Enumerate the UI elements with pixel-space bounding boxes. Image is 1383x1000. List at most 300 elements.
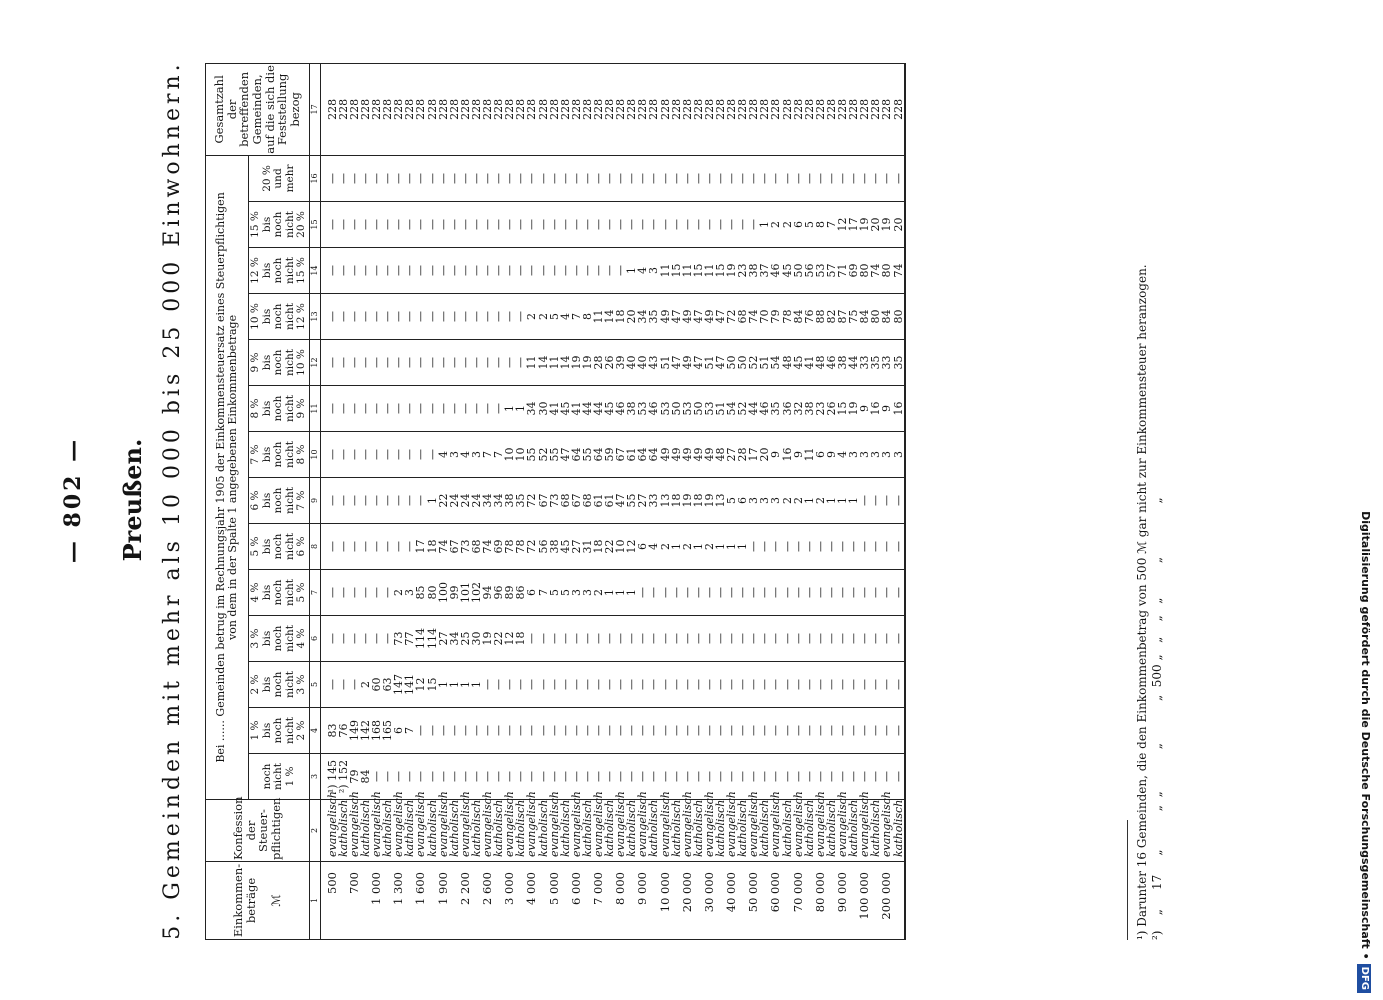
value-cell: — <box>371 155 382 201</box>
value-cell: 56 <box>804 248 815 294</box>
value-cell: 228 <box>637 63 648 155</box>
value-cell: — <box>826 524 837 570</box>
value-cell: — <box>615 202 626 248</box>
column-number: 1 <box>309 862 320 940</box>
value-cell: 228 <box>320 63 338 155</box>
income-cell: 700 <box>349 862 360 940</box>
value-cell: 18 <box>427 524 438 570</box>
value-cell: 22 <box>604 524 615 570</box>
value-cell: — <box>360 294 371 340</box>
value-cell: — <box>338 340 349 386</box>
value-cell: 36 <box>782 386 793 432</box>
value-cell: — <box>671 754 682 800</box>
value-cell: — <box>382 616 393 662</box>
value-cell: 2 <box>770 202 781 248</box>
value-cell: 47 <box>615 478 626 524</box>
value-cell: 76 <box>338 708 349 754</box>
value-cell: 9 <box>793 432 804 478</box>
value-cell: 228 <box>615 63 626 155</box>
value-cell: 44 <box>848 340 859 386</box>
table-row <box>648 63 659 939</box>
income-cell: 1 900 <box>438 862 449 940</box>
value-cell: — <box>793 754 804 800</box>
value-cell: — <box>626 708 637 754</box>
value-cell: 3 <box>404 570 415 616</box>
value-cell: 47 <box>715 294 726 340</box>
value-cell: — <box>648 708 659 754</box>
value-cell: 8 <box>815 202 826 248</box>
value-cell: — <box>637 155 648 201</box>
value-cell: 33 <box>648 478 659 524</box>
value-cell: — <box>748 754 759 800</box>
value-cell: — <box>349 478 360 524</box>
value-cell: 49 <box>682 340 693 386</box>
rate-col-header: 6 % bis noch nicht 7 % <box>249 478 310 524</box>
value-cell: 34 <box>637 294 648 340</box>
value-cell: — <box>349 155 360 201</box>
value-cell: — <box>782 155 793 201</box>
value-cell: — <box>726 754 737 800</box>
table-row <box>770 63 781 939</box>
value-cell: — <box>804 754 815 800</box>
value-cell: — <box>815 155 826 201</box>
value-cell: 72 <box>526 524 537 570</box>
value-cell: — <box>671 202 682 248</box>
value-cell: — <box>826 570 837 616</box>
rate-col-header: 3 % bis noch nicht 4 % <box>249 616 310 662</box>
value-cell: — <box>504 662 515 708</box>
footnote: ¹) Darunter 16 Gemeinden, die den Einkommenbetrag von 500 ℳ gar nicht zur Einkommensteuer heranzogen. <box>1135 264 1149 940</box>
table-row <box>320 63 338 939</box>
tax-rate-table <box>205 63 906 940</box>
value-cell: — <box>538 616 549 662</box>
value-cell: — <box>671 662 682 708</box>
value-cell: — <box>415 708 426 754</box>
value-cell: 11 <box>526 340 537 386</box>
value-cell: 73 <box>460 524 471 570</box>
value-cell: — <box>893 478 905 524</box>
value-cell: — <box>338 202 349 248</box>
value-cell: — <box>482 708 493 754</box>
value-cell: 68 <box>471 524 482 570</box>
value-cell: 47 <box>715 340 726 386</box>
value-cell: — <box>526 248 537 294</box>
value-cell: 1 <box>848 478 859 524</box>
value-cell: — <box>748 616 759 662</box>
value-cell: 2 <box>526 294 537 340</box>
value-cell: — <box>804 616 815 662</box>
value-cell: 13 <box>715 478 726 524</box>
income-cell: 50 000 <box>748 862 759 940</box>
value-cell: 7 <box>826 202 837 248</box>
value-cell: 5 <box>549 294 560 340</box>
value-cell: — <box>870 478 881 524</box>
value-cell: 228 <box>759 63 770 155</box>
value-cell: — <box>582 248 593 294</box>
value-cell: — <box>482 202 493 248</box>
value-cell: — <box>660 662 671 708</box>
value-cell: — <box>637 708 648 754</box>
value-cell: 49 <box>660 294 671 340</box>
value-cell: 63 <box>382 662 393 708</box>
value-cell: — <box>360 570 371 616</box>
value-cell: ¹) 145 <box>320 754 338 800</box>
value-cell: — <box>504 202 515 248</box>
income-cell: 90 000 <box>837 862 848 940</box>
value-cell: 47 <box>560 432 571 478</box>
value-cell: 33 <box>881 340 892 386</box>
confession-cell: evangelisch <box>859 800 870 862</box>
value-cell: 12 <box>837 202 848 248</box>
col-income-header: Einkommen- beträge ℳ <box>206 862 310 940</box>
value-cell: — <box>637 754 648 800</box>
value-cell: 3 <box>770 478 781 524</box>
value-cell: — <box>471 248 482 294</box>
value-cell: — <box>493 340 504 386</box>
value-cell: — <box>427 155 438 201</box>
value-cell: — <box>582 155 593 201</box>
value-cell: — <box>526 155 537 201</box>
value-cell: — <box>371 432 382 478</box>
value-cell: 228 <box>770 63 781 155</box>
value-cell: 51 <box>715 386 726 432</box>
value-cell: — <box>870 708 881 754</box>
value-cell: — <box>615 616 626 662</box>
value-cell: — <box>338 524 349 570</box>
value-cell: — <box>848 570 859 616</box>
value-cell: 10 <box>515 432 526 478</box>
value-cell: 228 <box>826 63 837 155</box>
value-cell: 80 <box>870 294 881 340</box>
value-cell: — <box>626 616 637 662</box>
value-cell: 149 <box>349 708 360 754</box>
value-cell: — <box>604 202 615 248</box>
value-cell: 3 <box>648 248 659 294</box>
value-cell: 22 <box>493 616 504 662</box>
value-cell: — <box>893 155 905 201</box>
value-cell: 50 <box>737 340 748 386</box>
value-cell: 26 <box>826 386 837 432</box>
value-cell: — <box>748 708 759 754</box>
column-number: 13 <box>309 294 320 340</box>
value-cell: 15 <box>693 248 704 294</box>
value-cell: — <box>693 570 704 616</box>
table-row <box>660 63 671 939</box>
value-cell: 228 <box>870 63 881 155</box>
value-cell: 2 <box>793 478 804 524</box>
confession-cell: katholisch <box>826 800 837 862</box>
value-cell: — <box>604 248 615 294</box>
value-cell: — <box>360 524 371 570</box>
value-cell: 2 <box>360 662 371 708</box>
value-cell: — <box>793 570 804 616</box>
confession-cell: katholisch <box>782 800 793 862</box>
value-cell: 6 <box>637 524 648 570</box>
value-cell: 1 <box>449 662 460 708</box>
value-cell: 7 <box>482 432 493 478</box>
confession-cell: evangelisch <box>571 800 582 862</box>
value-cell: — <box>415 294 426 340</box>
value-cell: 47 <box>671 294 682 340</box>
confession-cell: evangelisch <box>415 800 426 862</box>
value-cell: — <box>549 248 560 294</box>
value-cell: — <box>515 340 526 386</box>
value-cell: 37 <box>759 248 770 294</box>
value-cell: — <box>737 754 748 800</box>
value-cell: 69 <box>493 524 504 570</box>
value-cell: 30 <box>471 616 482 662</box>
value-cell: 11 <box>660 248 671 294</box>
value-cell: — <box>393 248 404 294</box>
value-cell: 228 <box>671 63 682 155</box>
value-cell: 6 <box>793 202 804 248</box>
value-cell: — <box>859 570 870 616</box>
value-cell: — <box>338 478 349 524</box>
value-cell: — <box>549 202 560 248</box>
value-cell: 45 <box>560 386 571 432</box>
confession-cell: katholisch <box>338 800 349 862</box>
value-cell: 228 <box>837 63 848 155</box>
value-cell: 14 <box>560 340 571 386</box>
value-cell: 34 <box>449 616 460 662</box>
value-cell: — <box>449 202 460 248</box>
value-cell: — <box>770 524 781 570</box>
rate-col-header: 8 % bis noch nicht 9 % <box>249 386 310 432</box>
rate-col-header: 9 % bis noch nicht 10 % <box>249 340 310 386</box>
value-cell: 228 <box>571 63 582 155</box>
value-cell: — <box>881 155 892 201</box>
confession-cell: evangelisch <box>504 800 515 862</box>
value-cell: — <box>471 294 482 340</box>
value-cell: 87 <box>837 294 848 340</box>
value-cell: 49 <box>693 432 704 478</box>
value-cell: 1 <box>615 570 626 616</box>
value-cell: 2 <box>682 524 693 570</box>
value-cell: — <box>320 202 338 248</box>
value-cell: — <box>770 708 781 754</box>
value-cell: — <box>449 386 460 432</box>
value-cell: — <box>782 570 793 616</box>
value-cell: 18 <box>593 524 604 570</box>
value-cell: — <box>715 708 726 754</box>
value-cell: — <box>338 616 349 662</box>
value-cell: 40 <box>626 340 637 386</box>
value-cell: 67 <box>571 478 582 524</box>
value-cell: 64 <box>637 432 648 478</box>
value-cell: 228 <box>482 63 493 155</box>
confession-cell: katholisch <box>382 800 393 862</box>
value-cell: — <box>759 662 770 708</box>
value-cell: — <box>349 662 360 708</box>
value-cell: 41 <box>549 386 560 432</box>
value-cell: — <box>571 248 582 294</box>
value-cell: 1 <box>737 524 748 570</box>
value-cell: 114 <box>415 616 426 662</box>
confession-cell: evangelisch <box>837 800 848 862</box>
value-cell: — <box>360 248 371 294</box>
value-cell: 1 <box>604 570 615 616</box>
value-cell: 228 <box>693 63 704 155</box>
column-number: 14 <box>309 248 320 294</box>
value-cell: 55 <box>526 432 537 478</box>
column-number: 6 <box>309 616 320 662</box>
value-cell: 2 <box>815 478 826 524</box>
income-cell <box>893 862 905 940</box>
value-cell: 38 <box>626 386 637 432</box>
value-cell: — <box>682 155 693 201</box>
value-cell: 80 <box>427 570 438 616</box>
value-cell: 228 <box>782 63 793 155</box>
value-cell: — <box>815 662 826 708</box>
value-cell: 1 <box>671 524 682 570</box>
value-cell: — <box>759 708 770 754</box>
value-cell: — <box>893 754 905 800</box>
value-cell: — <box>526 708 537 754</box>
value-cell: 44 <box>748 386 759 432</box>
value-cell: 46 <box>826 340 837 386</box>
income-cell: 60 000 <box>770 862 781 940</box>
rate-col-header: 5 % bis noch nicht 6 % <box>249 524 310 570</box>
value-cell: — <box>493 708 504 754</box>
value-cell: 35 <box>870 340 881 386</box>
value-cell: — <box>482 248 493 294</box>
value-cell: — <box>371 754 382 800</box>
value-cell: — <box>870 616 881 662</box>
value-cell: 228 <box>626 63 637 155</box>
value-cell: 228 <box>360 63 371 155</box>
value-cell: 3 <box>848 432 859 478</box>
value-cell: — <box>704 616 715 662</box>
value-cell: 45 <box>793 340 804 386</box>
value-cell: 18 <box>515 616 526 662</box>
confession-cell: katholisch <box>804 800 815 862</box>
value-cell: — <box>593 155 604 201</box>
country-heading: Preußen. <box>118 438 147 562</box>
value-cell: 19 <box>848 386 859 432</box>
value-cell: — <box>415 340 426 386</box>
table-row <box>782 63 793 939</box>
value-cell: 7 <box>493 432 504 478</box>
value-cell: — <box>793 524 804 570</box>
value-cell: 228 <box>415 63 426 155</box>
value-cell: — <box>815 708 826 754</box>
value-cell: 27 <box>726 432 737 478</box>
value-cell: — <box>881 754 892 800</box>
value-cell: 55 <box>549 432 560 478</box>
value-cell: — <box>320 478 338 524</box>
value-cell: — <box>737 570 748 616</box>
income-cell: 500 <box>320 862 338 940</box>
value-cell: 49 <box>671 432 682 478</box>
footnotes <box>1135 40 1165 940</box>
value-cell: 53 <box>637 386 648 432</box>
value-cell: — <box>793 662 804 708</box>
value-cell: 51 <box>704 340 715 386</box>
value-cell: 35 <box>770 386 781 432</box>
confession-cell: katholisch <box>582 800 593 862</box>
value-cell: 228 <box>604 63 615 155</box>
value-cell: — <box>870 524 881 570</box>
value-cell: 48 <box>782 340 793 386</box>
value-cell: 16 <box>893 386 905 432</box>
value-cell: — <box>881 524 892 570</box>
value-cell: — <box>549 754 560 800</box>
value-cell: — <box>560 248 571 294</box>
value-cell: — <box>782 754 793 800</box>
value-cell: — <box>637 662 648 708</box>
value-cell: 1 <box>693 524 704 570</box>
value-cell: — <box>493 248 504 294</box>
confession-cell: katholisch <box>515 800 526 862</box>
value-cell: 94 <box>482 570 493 616</box>
value-cell: — <box>320 616 338 662</box>
value-cell: 228 <box>582 63 593 155</box>
value-cell: 84 <box>793 294 804 340</box>
value-cell: 61 <box>604 478 615 524</box>
value-cell: 51 <box>660 340 671 386</box>
value-cell: — <box>371 294 382 340</box>
confession-cell: katholisch <box>626 800 637 862</box>
value-cell: — <box>759 524 770 570</box>
col-total-header: Gesamtzahl der betreffenden Gemeinden, auf die sich die Feststellung bezog <box>206 63 310 155</box>
value-cell: 1 <box>759 202 770 248</box>
value-cell: 31 <box>582 524 593 570</box>
value-cell: 76 <box>804 294 815 340</box>
value-cell: — <box>693 155 704 201</box>
value-cell: 228 <box>427 63 438 155</box>
confession-cell: katholisch <box>893 800 905 862</box>
value-cell: 9 <box>881 386 892 432</box>
value-cell: — <box>415 386 426 432</box>
confession-cell: katholisch <box>493 800 504 862</box>
value-cell: — <box>682 708 693 754</box>
value-cell: — <box>338 294 349 340</box>
confession-cell: evangelisch <box>438 800 449 862</box>
value-cell: 228 <box>549 63 560 155</box>
value-cell: — <box>482 386 493 432</box>
value-cell: — <box>682 202 693 248</box>
value-cell: 85 <box>415 570 426 616</box>
value-cell: — <box>382 386 393 432</box>
value-cell: 80 <box>881 248 892 294</box>
value-cell: — <box>360 478 371 524</box>
value-cell: — <box>382 754 393 800</box>
value-cell: 228 <box>748 63 759 155</box>
value-cell: 49 <box>660 432 671 478</box>
value-cell: 27 <box>637 478 648 524</box>
value-cell: 64 <box>648 432 659 478</box>
value-cell: 165 <box>382 708 393 754</box>
value-cell: — <box>538 708 549 754</box>
income-cell: 10 000 <box>660 862 671 940</box>
value-cell: — <box>837 708 848 754</box>
value-cell: 2 <box>593 570 604 616</box>
value-cell: 12 <box>626 524 637 570</box>
value-cell: — <box>360 340 371 386</box>
value-cell: — <box>826 708 837 754</box>
value-cell: — <box>637 616 648 662</box>
value-cell: — <box>682 616 693 662</box>
value-cell: 38 <box>748 248 759 294</box>
value-cell: — <box>704 155 715 201</box>
value-cell: 3 <box>571 570 582 616</box>
credit-strip <box>1350 8 1380 993</box>
value-cell: — <box>604 708 615 754</box>
value-cell: 6 <box>526 570 537 616</box>
value-cell: 228 <box>648 63 659 155</box>
value-cell: — <box>859 155 870 201</box>
value-cell: 19 <box>582 340 593 386</box>
